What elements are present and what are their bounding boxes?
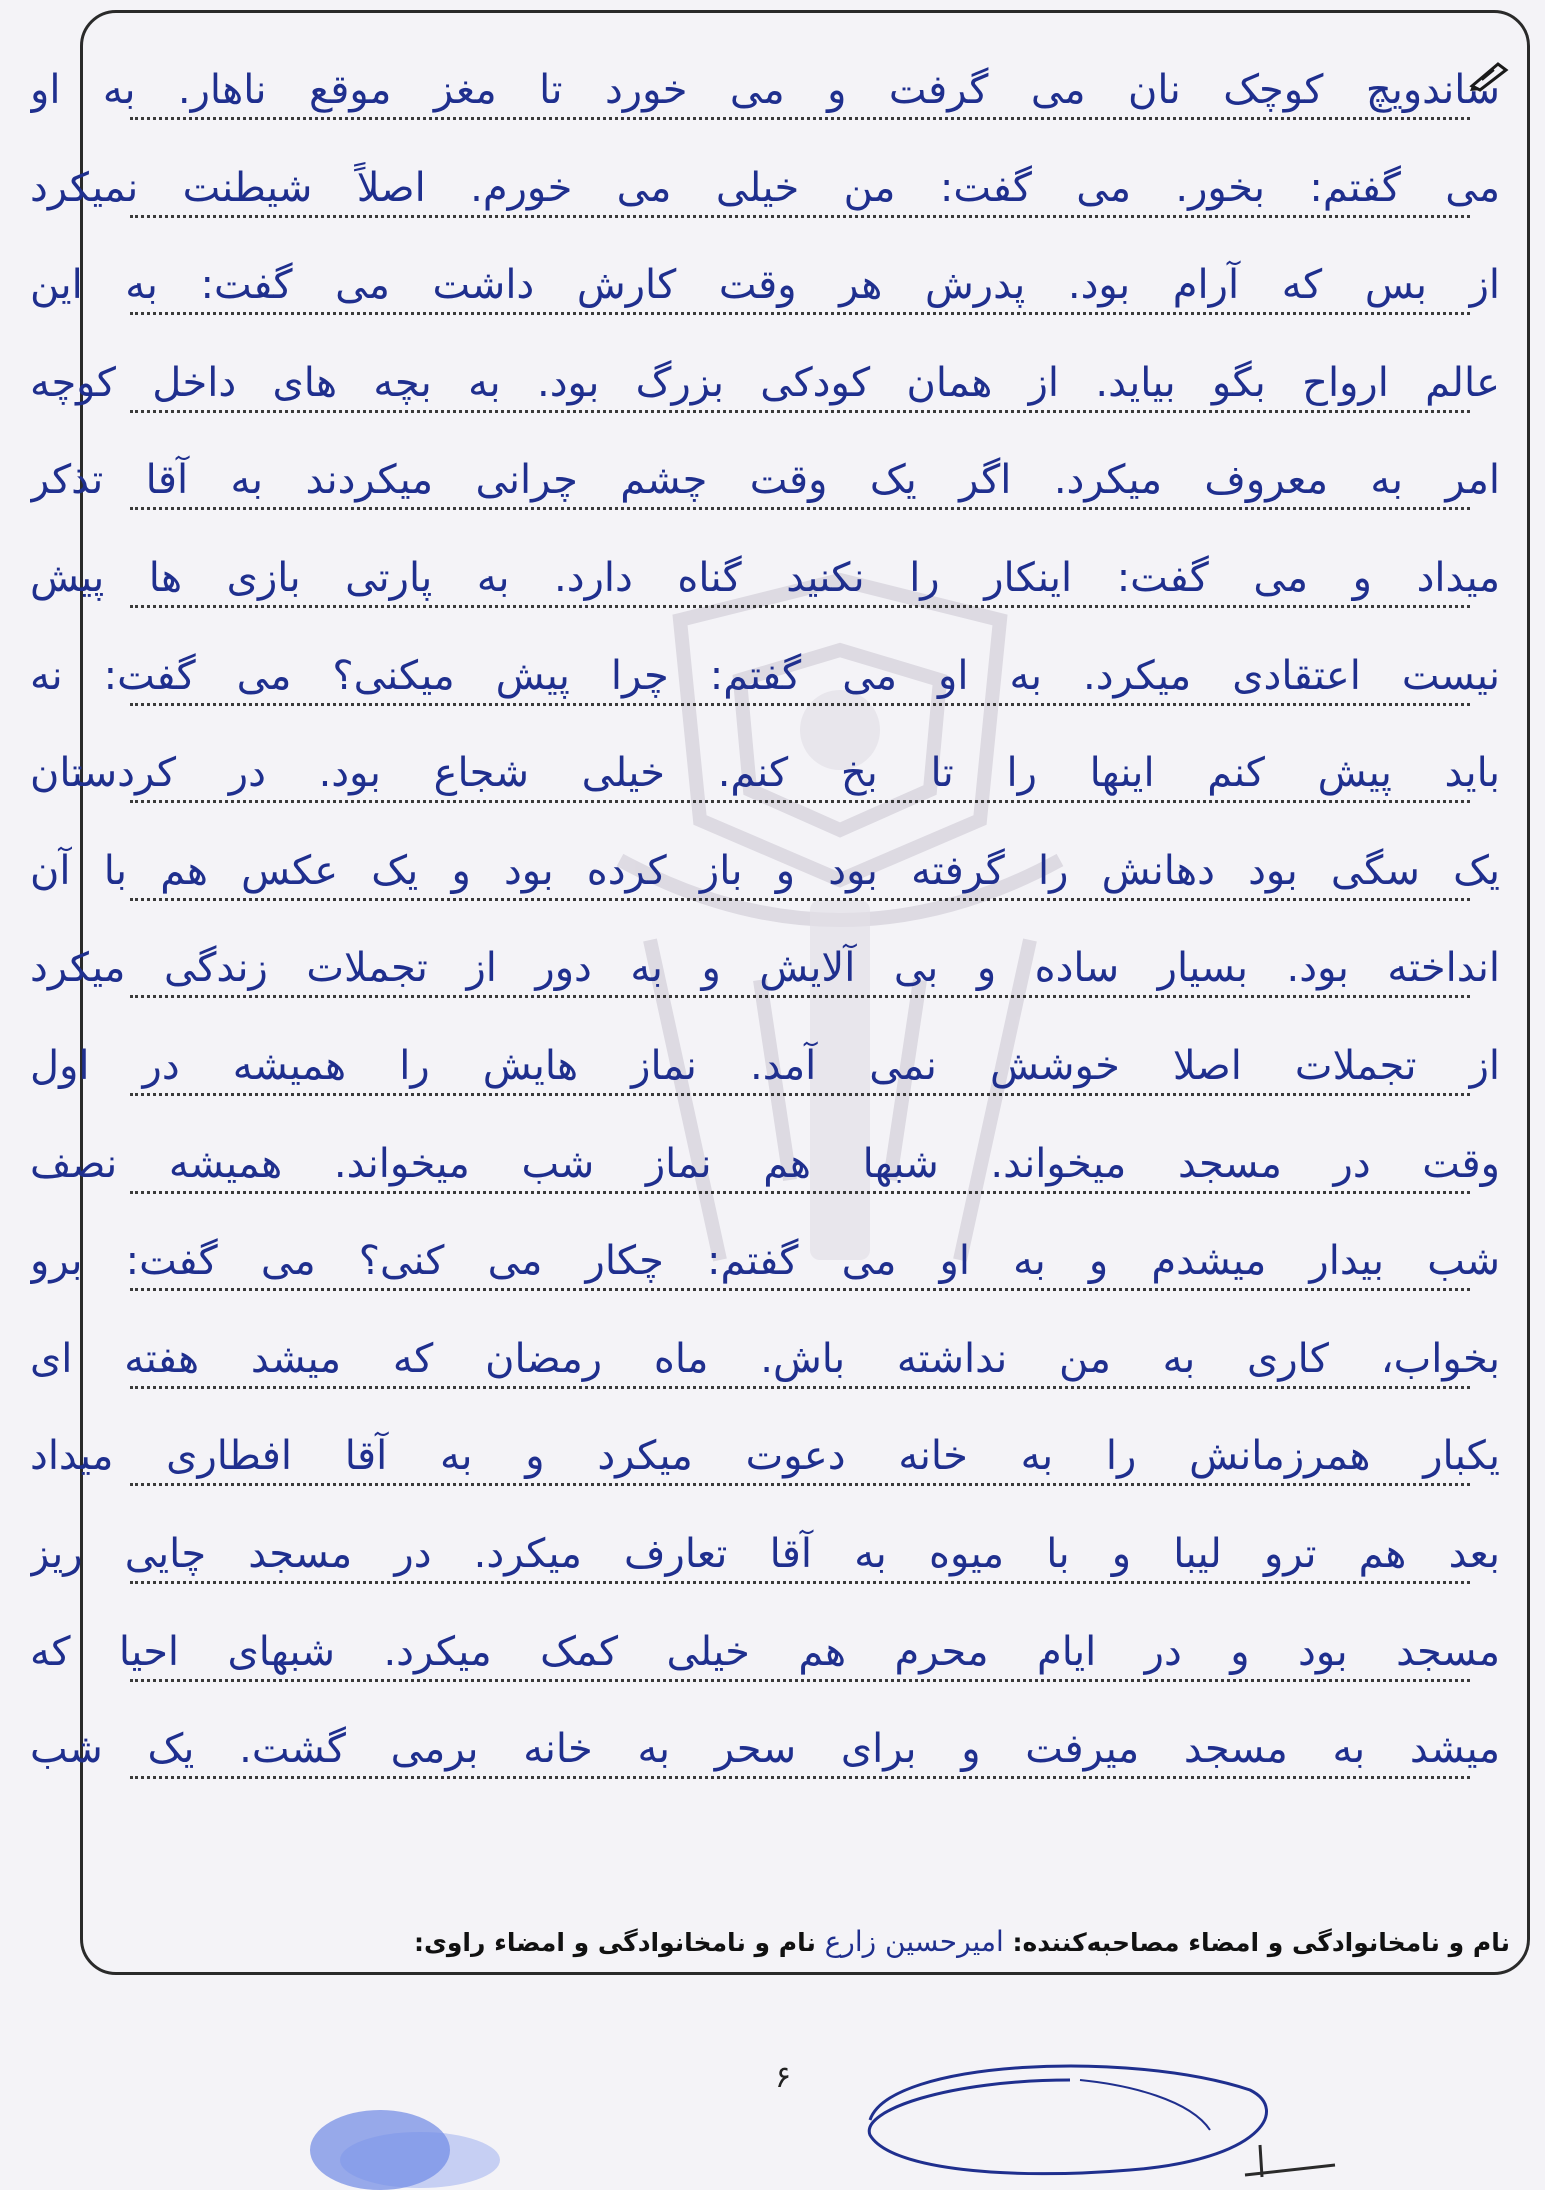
page-number: ۶ bbox=[774, 2060, 792, 2095]
handwritten-line: یک سگی بود دهانش را گرفته بود و باز کرده بود و یک عکس هم با آن bbox=[30, 847, 1500, 894]
handwritten-line: یکبار همرزمانش را به خانه دعوت میکرد و به آقا افطاری میداد bbox=[30, 1433, 1500, 1480]
handwritten-line: از بس که آرام بود. پدرش هر وقت کارش داشت می گفت: به این bbox=[30, 262, 1500, 309]
handwritten-line: از تجملات اصلا خوشش نمی آمد. نماز هایش را همیشه در اول bbox=[30, 1043, 1500, 1089]
narrator-label: نام و نامخانوادگی و امضاء راوی: bbox=[413, 1928, 816, 1957]
dotted-guide-line bbox=[130, 117, 1470, 120]
dotted-guide-line bbox=[130, 1776, 1470, 1779]
handwritten-line: وقت در مسجد میخواند. شبها هم نماز شب میخواند. همیشه نصف bbox=[30, 1140, 1500, 1187]
dotted-guide-line bbox=[130, 1191, 1470, 1194]
dotted-guide-line bbox=[130, 1093, 1470, 1096]
signature-footer bbox=[110, 1922, 1510, 1962]
dotted-guide-line bbox=[130, 800, 1470, 803]
handwritten-line: امر به معروف میکرد. اگر یک وقت چشم چرانی میکردند به آقا تذکر bbox=[30, 457, 1500, 504]
handwritten-line: شب بیدار میشدم و به او می گفتم: چکار می کنی؟ می گفت: برو bbox=[30, 1238, 1500, 1285]
handwritten-line: مسجد بود و در ایام محرم هم خیلی کمک میکرد. شبهای احیا که bbox=[30, 1628, 1500, 1675]
interviewer-name: امیرحسین زارع bbox=[824, 1925, 1004, 1958]
pen-stroke-icon bbox=[1240, 2135, 1340, 2185]
dotted-guide-line bbox=[130, 312, 1470, 315]
signature bbox=[830, 2040, 1290, 2190]
dotted-guide-line bbox=[130, 410, 1470, 413]
handwritten-line: می گفتم: بخور. می گفت: من خیلی می خورم. اصلاً شیطنت نمیکرد bbox=[30, 164, 1500, 211]
handwritten-line: انداخته بود. بسیار ساده و بی آلایش و به دور از تجملات زندگی میکرد bbox=[30, 945, 1500, 992]
dotted-guide-line bbox=[130, 1581, 1470, 1584]
handwritten-line: میشد به مسجد میرفت و برای سحر به خانه برمی گشت. یک شب bbox=[30, 1726, 1500, 1773]
handwritten-line: نیست اعتقادی میکرد. به او می گفتم: چرا پیش میکنی؟ می گفت: نه bbox=[30, 652, 1500, 699]
handwritten-line: ساندویچ کوچک نان می گرفت و می خورد تا مغز موقع ناهار. به او bbox=[30, 67, 1500, 113]
interviewer-label: نام و نامخانوادگی و امضاء مصاحبه‌کننده: bbox=[1012, 1928, 1510, 1957]
dotted-guide-line bbox=[130, 605, 1470, 608]
dotted-guide-line bbox=[130, 215, 1470, 218]
dotted-guide-line bbox=[130, 1288, 1470, 1291]
dotted-guide-line bbox=[130, 703, 1470, 706]
dotted-guide-line bbox=[130, 995, 1470, 998]
dotted-guide-line bbox=[130, 1483, 1470, 1486]
dotted-guide-line bbox=[130, 507, 1470, 510]
dotted-guide-line bbox=[130, 1679, 1470, 1682]
dotted-guide-line bbox=[130, 898, 1470, 901]
handwritten-line: میداد و می گفت: اینکار را نکنید گناه دارد. به پارتی بازی ها پیش bbox=[30, 555, 1500, 601]
handwritten-line: باید پیش کنم اینها را تا بخ کنم. خیلی شجاع بود. در کردستان bbox=[30, 750, 1500, 797]
handwritten-line: بخواب، کاری به من نداشته باش. ماه رمضان که میشد هفته ای bbox=[30, 1335, 1500, 1382]
handwritten-line: بعد هم ترو لیبا و با میوه به آقا تعارف میکرد. در مسجد چایی ریز bbox=[30, 1531, 1500, 1577]
handwritten-line: عالم ارواح بگو بیاید. از همان کودکی بزرگ بود. به بچه های داخل کوچه bbox=[30, 359, 1500, 406]
dotted-guide-line bbox=[130, 1386, 1470, 1389]
stamp-smudge-icon bbox=[300, 2080, 520, 2190]
